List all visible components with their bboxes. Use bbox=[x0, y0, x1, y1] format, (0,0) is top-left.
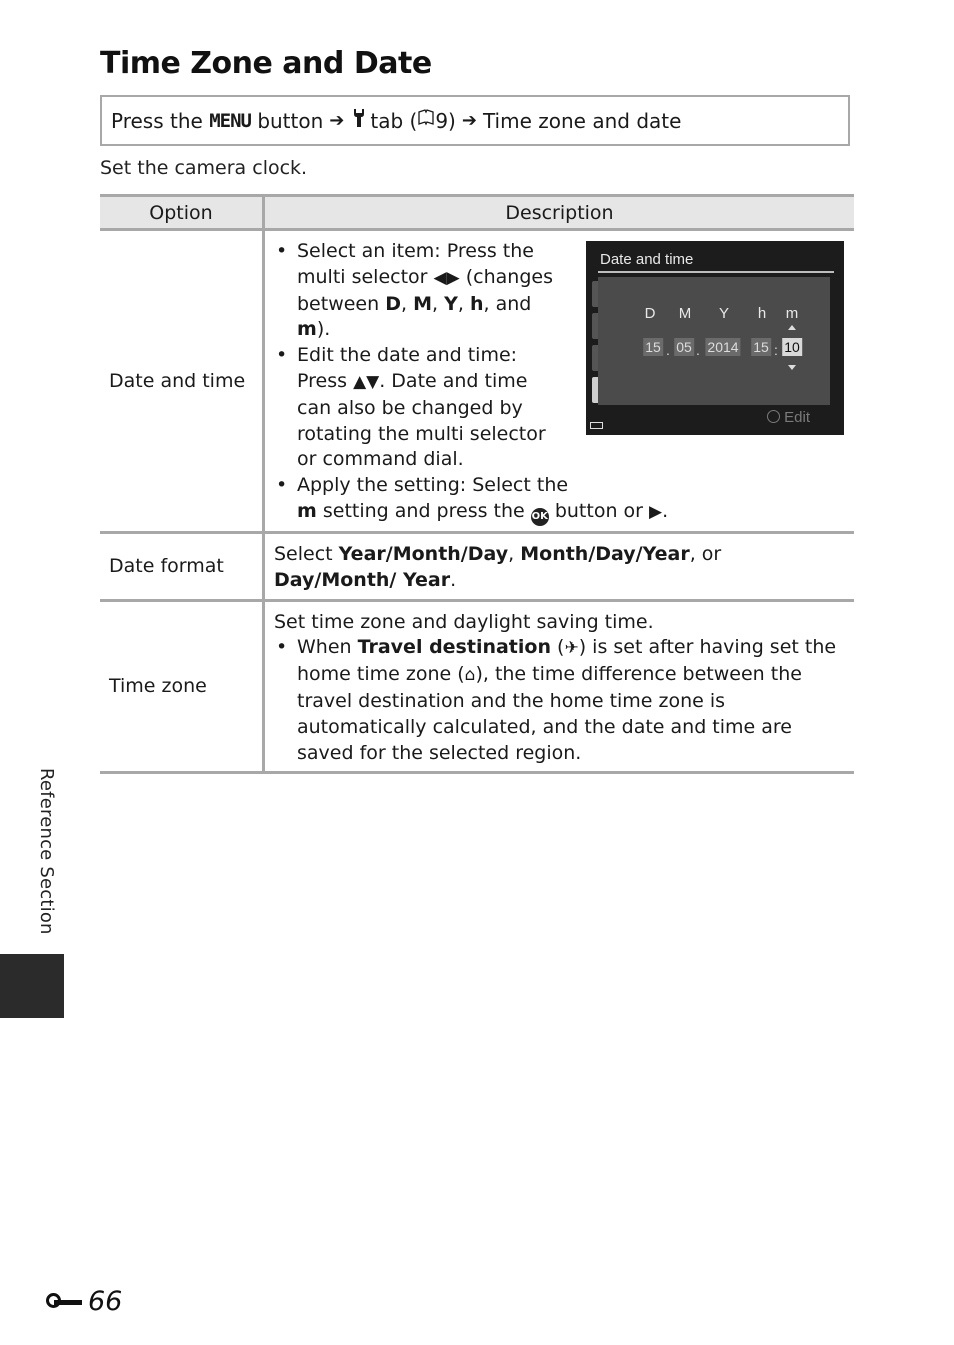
label-month: M bbox=[678, 305, 692, 322]
reference-e-icon bbox=[46, 1291, 86, 1313]
list-item: • Select an item: Press the multi selector ◀▶ (changes between D, M, Y, h, and m). bbox=[274, 239, 567, 343]
screen-title: Date and time bbox=[600, 251, 694, 268]
time-zone-intro: Set time zone and daylight saving time. bbox=[274, 610, 654, 633]
description-cell bbox=[264, 600, 855, 773]
bullet-list bbox=[274, 635, 846, 766]
label-minute: m bbox=[785, 305, 799, 322]
header-option: Option bbox=[100, 196, 264, 230]
options-table bbox=[100, 194, 854, 774]
list-item: • When Travel destination (✈) is set after having set the home time zone (⌂), the time difference between the travel destination and the home time zone is automatically calculated, and the date and time are saved for the selected region. bbox=[274, 635, 846, 766]
separator: . bbox=[666, 342, 670, 358]
value-hour: 15 bbox=[753, 339, 769, 355]
list-item: • Apply the setting: Select the m setting and press the OK button or ▶. bbox=[274, 473, 846, 526]
table-row bbox=[100, 600, 854, 773]
list-item: • Edit the date and time: Press ▲▼. Date and time can also be changed by rotating the multi selector or command dial. bbox=[274, 343, 567, 473]
nav-press-the: Press the bbox=[111, 108, 203, 133]
right-arrow-icon: ▶ bbox=[649, 501, 663, 522]
increment-arrow-icon bbox=[788, 325, 796, 330]
value-month: 05 bbox=[676, 339, 692, 355]
nav-tab-prefix: tab ( bbox=[370, 108, 418, 133]
book-icon bbox=[417, 109, 435, 132]
section-tab-marker bbox=[0, 954, 64, 1018]
table-row bbox=[100, 230, 854, 533]
value-year: 2014 bbox=[707, 339, 739, 355]
label-day: D bbox=[644, 305, 656, 322]
arrow-right-icon: ➔ bbox=[329, 110, 345, 131]
edit-hint: Edit bbox=[767, 405, 810, 431]
description-cell bbox=[264, 230, 855, 533]
multi-selector-icon bbox=[767, 410, 780, 423]
home-icon: ⌂ bbox=[464, 665, 476, 686]
ok-button-icon: OK bbox=[531, 508, 549, 526]
separator: : bbox=[774, 342, 778, 358]
table-row bbox=[100, 532, 854, 600]
option-cell: Date and time bbox=[100, 230, 264, 533]
up-down-arrows-icon: ▲▼ bbox=[353, 371, 380, 392]
nav-page-ref: 9) bbox=[435, 108, 456, 133]
table-header-row bbox=[100, 196, 854, 230]
intro-text: Set the camera clock. bbox=[100, 157, 308, 179]
header-description: Description bbox=[264, 196, 855, 230]
arrow-right-icon: ➔ bbox=[461, 110, 477, 131]
left-right-arrows-icon: ◀▶ bbox=[433, 267, 460, 288]
battery-icon bbox=[590, 422, 603, 429]
camera-screen-illustration bbox=[586, 241, 844, 435]
page-title: Time Zone and Date bbox=[100, 46, 432, 81]
menu-path-box bbox=[100, 95, 850, 146]
value-minute: 10 bbox=[784, 339, 800, 355]
menu-button-icon: MENU bbox=[209, 109, 251, 132]
airplane-icon: ✈ bbox=[564, 638, 579, 659]
nav-button-word: button bbox=[257, 108, 324, 133]
wrench-icon bbox=[352, 108, 366, 133]
label-hour: h bbox=[757, 305, 767, 322]
option-cell: Date format bbox=[100, 532, 264, 600]
decrement-arrow-icon bbox=[788, 365, 796, 370]
date-time-panel bbox=[598, 277, 830, 405]
value-day: 15 bbox=[645, 339, 661, 355]
screen-divider bbox=[598, 271, 834, 273]
section-tab-label: Reference Section bbox=[36, 768, 57, 935]
nav-destination: Time zone and date bbox=[482, 108, 682, 133]
page-number bbox=[46, 1286, 122, 1317]
option-cell: Time zone bbox=[100, 600, 264, 773]
page-number-text: 66 bbox=[88, 1286, 123, 1317]
label-year: Y bbox=[718, 305, 730, 322]
separator: . bbox=[696, 342, 700, 358]
description-cell: Select Year/Month/Day, Month/Day/Year, or Day/Month/ Year. bbox=[264, 532, 855, 600]
